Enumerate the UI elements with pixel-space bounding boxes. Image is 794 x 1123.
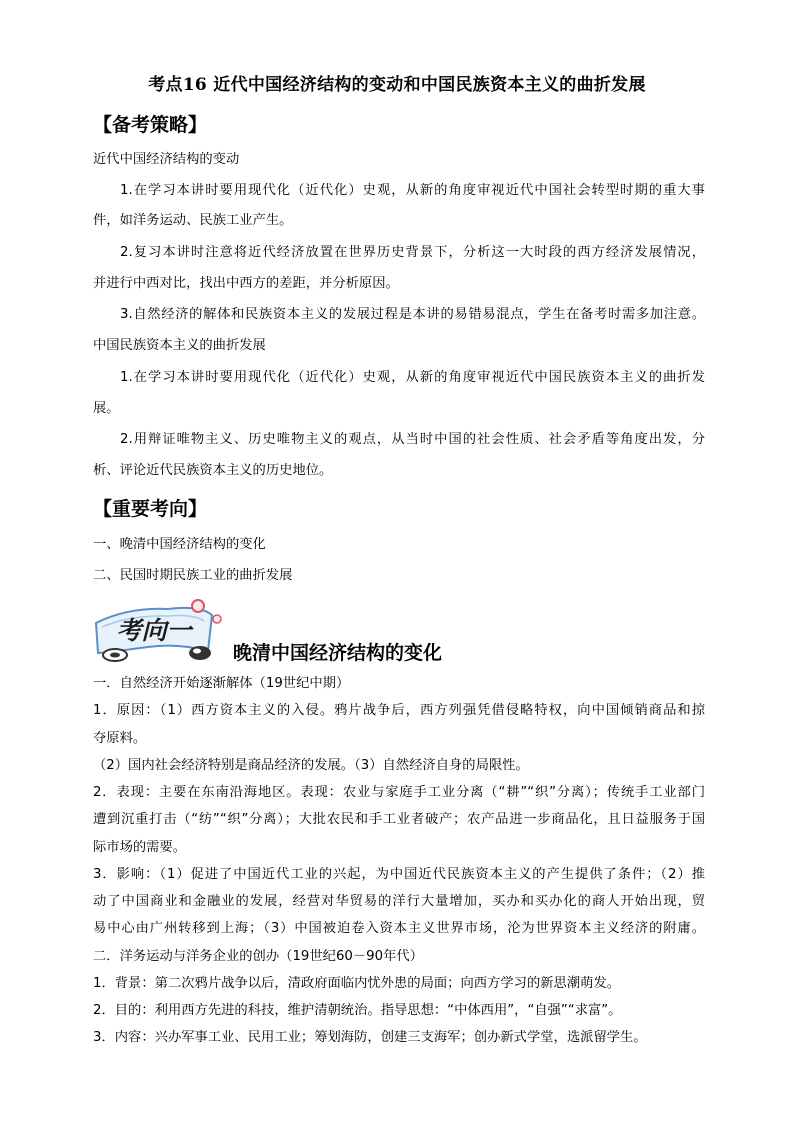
strategy-paragraph-4-line-1: 1.在学习本讲时要用现代化（近代化）史观，从新的角度审视近代中国民族资本主义的曲折发 xyxy=(120,370,705,385)
topic-badge-label: 考向一 xyxy=(116,616,192,645)
impact-line-2: 动了中国商业和金融业的发展，经营对华贸易的洋行大量增加，买办和买办化的商人开始出现，贸 xyxy=(93,894,705,909)
strategy-heading: 【备考策略】 xyxy=(93,114,208,136)
topic-section-1-heading: 一．自然经济开始逐渐解体（19世纪中期） xyxy=(93,676,350,691)
strategy-paragraph-5-line-1: 2.用辩证唯物主义、历史唯物主义的观点，从当时中国的社会性质、社会矛盾等角度出发，分 xyxy=(120,432,705,447)
impact-line-1: 3．影响：（1）促进了中国近代工业的兴起，为中国近代民族资本主义的产生提供了条件；（2）推 xyxy=(93,867,705,882)
strategy-paragraph-3: 3.自然经济的解体和民族资本主义的发展过程是本讲的易错易混点，学生在备考时需多加注意。 xyxy=(120,307,705,322)
background-line: 1．背景：第二次鸦片战争以后，清政府面临内忧外患的局面；向西方学习的新思潮萌发。 xyxy=(93,976,621,991)
strategy-paragraph-2-line-1: 2.复习本讲时注意将近代经济放置在世界历史背景下，分析这一大时段的西方经济发展情况， xyxy=(120,245,705,260)
topic-section-2-heading: 二．洋务运动与洋务企业的创办（19世纪60－90年代） xyxy=(93,949,423,964)
strategy-paragraph-5-line-2: 析、评论近代民族资本主义的历史地位。 xyxy=(93,463,333,478)
strategy-subheading-1: 近代中国经济结构的变动 xyxy=(93,152,240,167)
directions-heading: 【重要考向】 xyxy=(93,498,208,520)
manifestation-line-1: 2．表现：主要在东南沿海地区。表现：农业与家庭手工业分离（“耕”“织”分离）；传统手工业部门 xyxy=(93,785,705,800)
strategy-paragraph-1-line-2: 件，如洋务运动、民族工业产生。 xyxy=(93,213,293,228)
cause-line-3: （2）国内社会经济特别是商品经济的发展。（3）自然经济自身的局限性。 xyxy=(93,758,529,773)
topic-badge-image xyxy=(88,597,228,665)
strategy-subheading-2: 中国民族资本主义的曲折发展 xyxy=(93,338,266,353)
impact-line-3: 易中心由广州转移到上海；（3）中国被迫卷入资本主义世界市场，沦为世界资本主义经济的附庸。 xyxy=(93,921,705,936)
page-title: 考点16 近代中国经济结构的变动和中国民族资本主义的曲折发展 xyxy=(148,75,646,95)
manifestation-line-3: 际市场的需要。 xyxy=(93,840,187,855)
strategy-paragraph-2-line-2: 并进行中西对比，找出中西方的差距，并分析原因。 xyxy=(93,276,399,291)
cause-line-2: 夺原料。 xyxy=(93,731,147,746)
manifestation-line-2: 遭到沉重打击（“纺”“织”分离）；大批农民和手工业者破产；农产品进一步商品化，且日益服务于国 xyxy=(93,812,705,827)
cause-line-1: 1．原因：（1）西方资本主义的入侵。鸦片战争后，西方列强凭借侵略特权，向中国倾销商品和掠 xyxy=(93,703,705,718)
topic-title: 晚清中国经济结构的变化 xyxy=(233,642,443,664)
direction-item-2: 二、民国时期民族工业的曲折发展 xyxy=(93,568,293,583)
content-line: 3．内容：兴办军事工业、民用工业；筹划海防，创建三支海军；创办新式学堂，选派留学生。 xyxy=(93,1030,647,1045)
strategy-paragraph-1-line-1: 1.在学习本讲时要用现代化（近代化）史观，从新的角度审视近代中国社会转型时期的重大事 xyxy=(120,183,705,198)
direction-item-1: 一、晚清中国经济结构的变化 xyxy=(93,537,266,552)
purpose-line: 2．目的：利用西方先进的科技，维护清朝统治。指导思想：“中体西用”，“自强”“求富”。 xyxy=(93,1003,622,1018)
strategy-paragraph-4-line-2: 展。 xyxy=(93,401,120,416)
